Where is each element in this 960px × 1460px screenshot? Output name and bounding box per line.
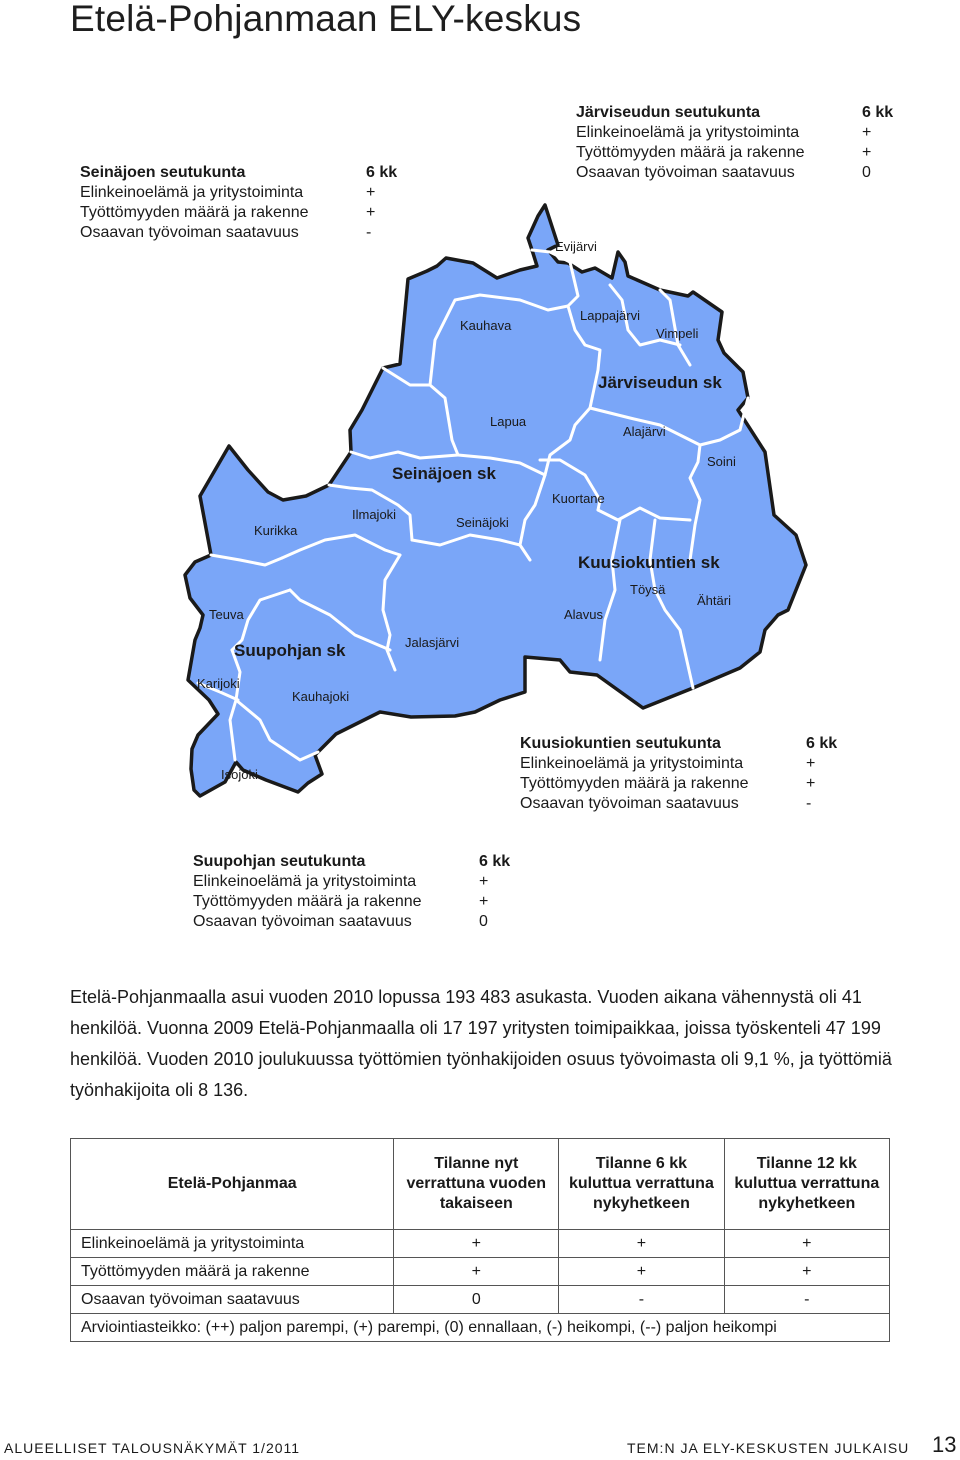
info-box-row [80, 223, 372, 243]
table-cell: + [559, 1258, 724, 1286]
table-cell: - [559, 1286, 724, 1314]
page-title: Etelä-Pohjanmaan ELY-keskus [70, 0, 582, 39]
info-box-period: 6 kk [366, 164, 398, 181]
map-label-soini: Soini [707, 454, 736, 469]
table-column-header: Tilanne nyt verrattuna vuoden takaiseen [394, 1139, 559, 1230]
info-box-row [80, 183, 376, 203]
map-label-vimpeli: Vimpeli [656, 326, 699, 341]
map-label-kuusiokunnat-sk: Kuusiokuntien sk [578, 553, 720, 572]
info-row-label: Työttömyyden määrä ja rakenne [193, 893, 422, 910]
info-row-value: + [806, 775, 816, 792]
info-row-label: Osaavan työvoiman saatavuus [80, 224, 299, 241]
map-label-lappajarvi: Lappajärvi [580, 308, 640, 323]
table-cell: + [394, 1258, 559, 1286]
map-label-kurikka: Kurikka [254, 523, 298, 538]
info-row-label: Osaavan työvoiman saatavuus [193, 913, 412, 930]
table-scale-row [71, 1314, 890, 1342]
map-label-toysa: Töysä [630, 582, 666, 597]
table-cell: + [394, 1230, 559, 1258]
footer-publication-title: ALUEELLISET TALOUSNÄKYMÄT 1/2011 [4, 1440, 301, 1456]
map-label-kuortane: Kuortane [552, 491, 605, 506]
table-cell: + [559, 1230, 724, 1258]
table-row-label: Työttömyyden määrä ja rakenne [71, 1258, 394, 1286]
region-outline [185, 205, 806, 796]
map-label-alajarvi: Alajärvi [623, 424, 666, 439]
table-row-label: Osaavan työvoiman saatavuus [71, 1286, 394, 1314]
forecast-table [70, 1138, 890, 1342]
footer-publisher: TEM:N JA ELY-KESKUSTEN JULKAISU [627, 1440, 910, 1456]
info-box-header [576, 103, 894, 123]
map-label-seinajoki: Seinäjoki [456, 515, 509, 530]
info-box-row [576, 163, 871, 183]
info-box-title: Seinäjoen seutukunta [80, 164, 246, 181]
info-box-period: 6 kk [479, 853, 511, 870]
info-row-label: Elinkeinoelämä ja yritystoiminta [576, 124, 800, 141]
table-row [71, 1258, 890, 1286]
map-label-evijarvi: Evijärvi [555, 239, 597, 254]
rating-scale-note: Arviointiasteikko: (++) paljon parempi, (+) parempi, (0) ennallaan, (-) heikompi, (--) paljon heikompi [71, 1314, 890, 1342]
info-row-value: 0 [479, 913, 488, 930]
map-label-ahtari: Ähtäri [697, 593, 731, 608]
table-cell: + [724, 1230, 889, 1258]
table-cell: - [724, 1286, 889, 1314]
info-box-row [193, 892, 489, 912]
table-header-row [71, 1139, 890, 1230]
info-box-row [193, 912, 488, 932]
info-row-label: Työttömyyden määrä ja rakenne [80, 204, 309, 221]
map-label-isojoki: Isojoki [221, 767, 258, 782]
table-row [71, 1286, 890, 1314]
info-box-row [576, 123, 872, 143]
info-box-row [520, 794, 812, 814]
table-row [71, 1230, 890, 1258]
info-row-label: Osaavan työvoiman saatavuus [576, 164, 795, 181]
map-label-alavus: Alavus [564, 607, 604, 622]
map-label-teuva: Teuva [209, 607, 244, 622]
info-row-label: Työttömyyden määrä ja rakenne [520, 775, 749, 792]
info-box-row [520, 774, 816, 794]
info-box-period: 6 kk [806, 735, 838, 752]
info-row-value: + [479, 873, 489, 890]
info-row-value: - [806, 795, 812, 812]
info-box-seinajoki [80, 163, 398, 243]
table-cell: 0 [394, 1286, 559, 1314]
table-corner-heading: Etelä-Pohjanmaa [71, 1139, 394, 1230]
info-box-kuusiokunnat [520, 734, 838, 814]
map-label-jalasjarvi: Jalasjärvi [405, 635, 460, 650]
info-box-row [576, 143, 872, 163]
table-column-header: Tilanne 12 kk kuluttua verrattuna nykyhetkeen [724, 1139, 889, 1230]
info-row-label: Elinkeinoelämä ja yritystoiminta [520, 755, 744, 772]
info-row-value: - [366, 224, 372, 241]
info-row-value: + [862, 124, 872, 141]
map-label-ilmajoki: Ilmajoki [352, 507, 397, 522]
info-row-value: + [366, 184, 376, 201]
summary-paragraph: Etelä-Pohjanmaalla asui vuoden 2010 lopussa 193 483 asukasta. Vuoden aikana vähennystä oli 41 henkilöä. Vuonna 2009 Etelä-Pohjanmaalla oli 17 197 yritysten toimipaikkaa, joissa työskenteli 47 199 henkilöä. Vuoden 2010 joulukuussa työttömien työnhakijoiden osuus työvoimasta oli 9,1 %, ja työttömiä työnhakijoita oli 8 136. [70, 987, 892, 1100]
map-label-suupohja-sk: Suupohjan sk [234, 641, 346, 660]
info-box-header [80, 163, 398, 183]
info-row-value: 0 [862, 164, 871, 181]
map-label-kauhava: Kauhava [460, 318, 512, 333]
info-row-label: Elinkeinoelämä ja yritystoiminta [193, 873, 417, 890]
page-number: 13 [932, 1432, 957, 1457]
info-row-value: + [366, 204, 376, 221]
map-label-lapua: Lapua [490, 414, 527, 429]
info-row-value: + [806, 755, 816, 772]
info-box-header [193, 852, 511, 872]
info-row-value: + [479, 893, 489, 910]
info-box-row [520, 754, 816, 774]
info-row-label: Työttömyyden määrä ja rakenne [576, 144, 805, 161]
map-label-karijoki: Karijoki [197, 676, 240, 691]
info-box-row [80, 203, 376, 223]
table-column-header: Tilanne 6 kk kuluttua verrattuna nykyhetkeen [559, 1139, 724, 1230]
table-cell: + [724, 1258, 889, 1286]
info-box-row [193, 872, 489, 892]
map-label-seinajoki-sk: Seinäjoen sk [392, 464, 496, 483]
info-box-period: 6 kk [862, 104, 894, 121]
info-box-header [520, 734, 838, 754]
info-row-value: + [862, 144, 872, 161]
info-row-label: Elinkeinoelämä ja yritystoiminta [80, 184, 304, 201]
info-box-title: Järviseudun seutukunta [576, 104, 761, 121]
info-row-label: Osaavan työvoiman saatavuus [520, 795, 739, 812]
info-box-title: Kuusiokuntien seutukunta [520, 735, 721, 752]
map-label-jarviseutu: Järviseudun sk [598, 373, 722, 392]
info-box-jarviseutu [576, 103, 894, 183]
info-box-suupohja [193, 852, 511, 932]
map-label-kauhajoki: Kauhajoki [292, 689, 350, 704]
info-box-title: Suupohjan seutukunta [193, 853, 366, 870]
table-row-label: Elinkeinoelämä ja yritystoiminta [71, 1230, 394, 1258]
